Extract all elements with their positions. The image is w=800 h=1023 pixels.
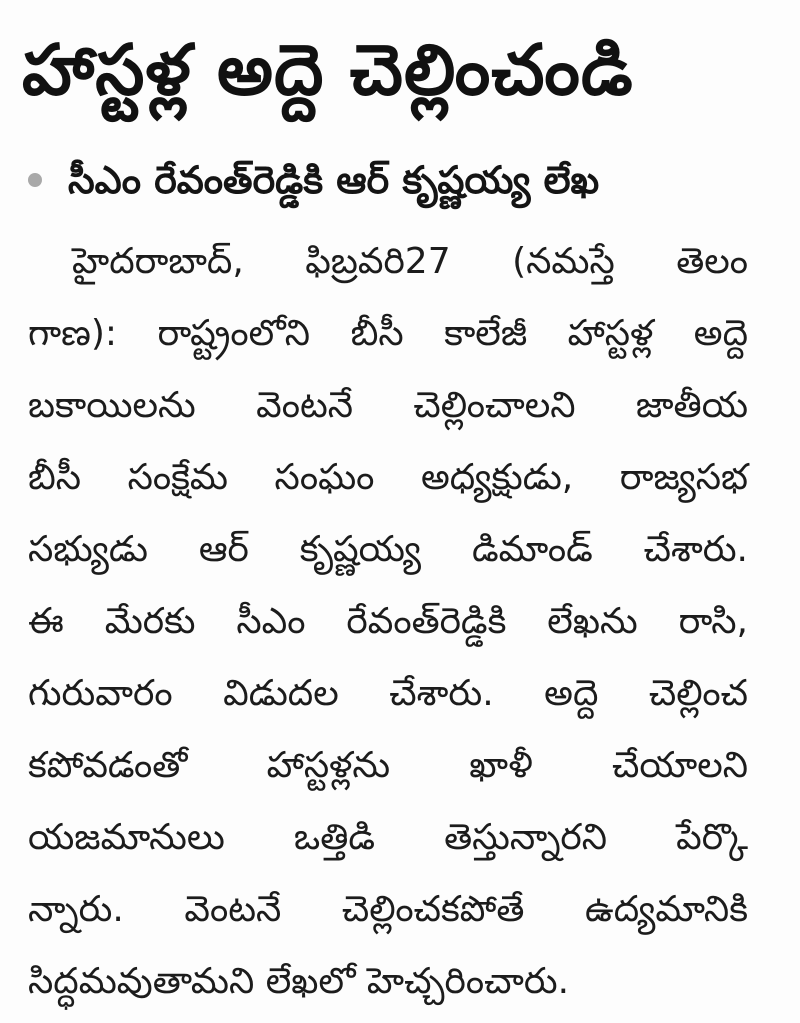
body-line: సభ్యుడు ఆర్ కృష్ణయ్య డిమాండ్ చేశారు.	[28, 529, 748, 570]
body-line: బకాయిలను వెంటనే చెల్లించాలని జాతీయ	[28, 385, 748, 426]
bullet-icon	[28, 173, 42, 187]
body-line: సిద్ధమవుతామని లేఖలో హెచ్చరించారు.	[28, 961, 570, 1002]
body-line: ఈ మేరకు సీఎం రేవంత్‌రెడ్డికి లేఖను రాసి,	[28, 601, 748, 642]
body-line: బీసీ సంక్షేమ సంఘం అధ్యక్షుడు, రాజ్యసభ	[28, 457, 748, 498]
body-line: యజమానులు ఒత్తిడి తెస్తున్నారని పేర్కొ	[28, 817, 748, 858]
article-body	[28, 226, 748, 1018]
subheadline-text: సీఎం రేవంత్‌రెడ్డికి ఆర్ కృష్ణయ్య లేఖ	[68, 158, 600, 202]
body-line: గాణ): రాష్ట్రంలోని బీసీ కాలేజీ హాస్టళ్ల అద్దె	[28, 313, 748, 354]
body-line: కపోవడంతో హాస్టళ్లను ఖాళీ చేయాలని	[28, 745, 748, 786]
article-subheadline	[22, 150, 782, 210]
body-line: హైదరాబాద్, ఫిబ్రవరి27 (నమస్తే తెలం	[72, 241, 748, 282]
article-headline: హాస్టళ్ల అద్దె చెల్లించండి	[22, 29, 634, 111]
body-line: న్నారు. వెంటనే చెల్లించకపోతే ఉద్యమానికి	[28, 889, 748, 930]
body-line: గురువారం విడుదల చేశారు. అద్దె చెల్లించ	[28, 673, 748, 714]
